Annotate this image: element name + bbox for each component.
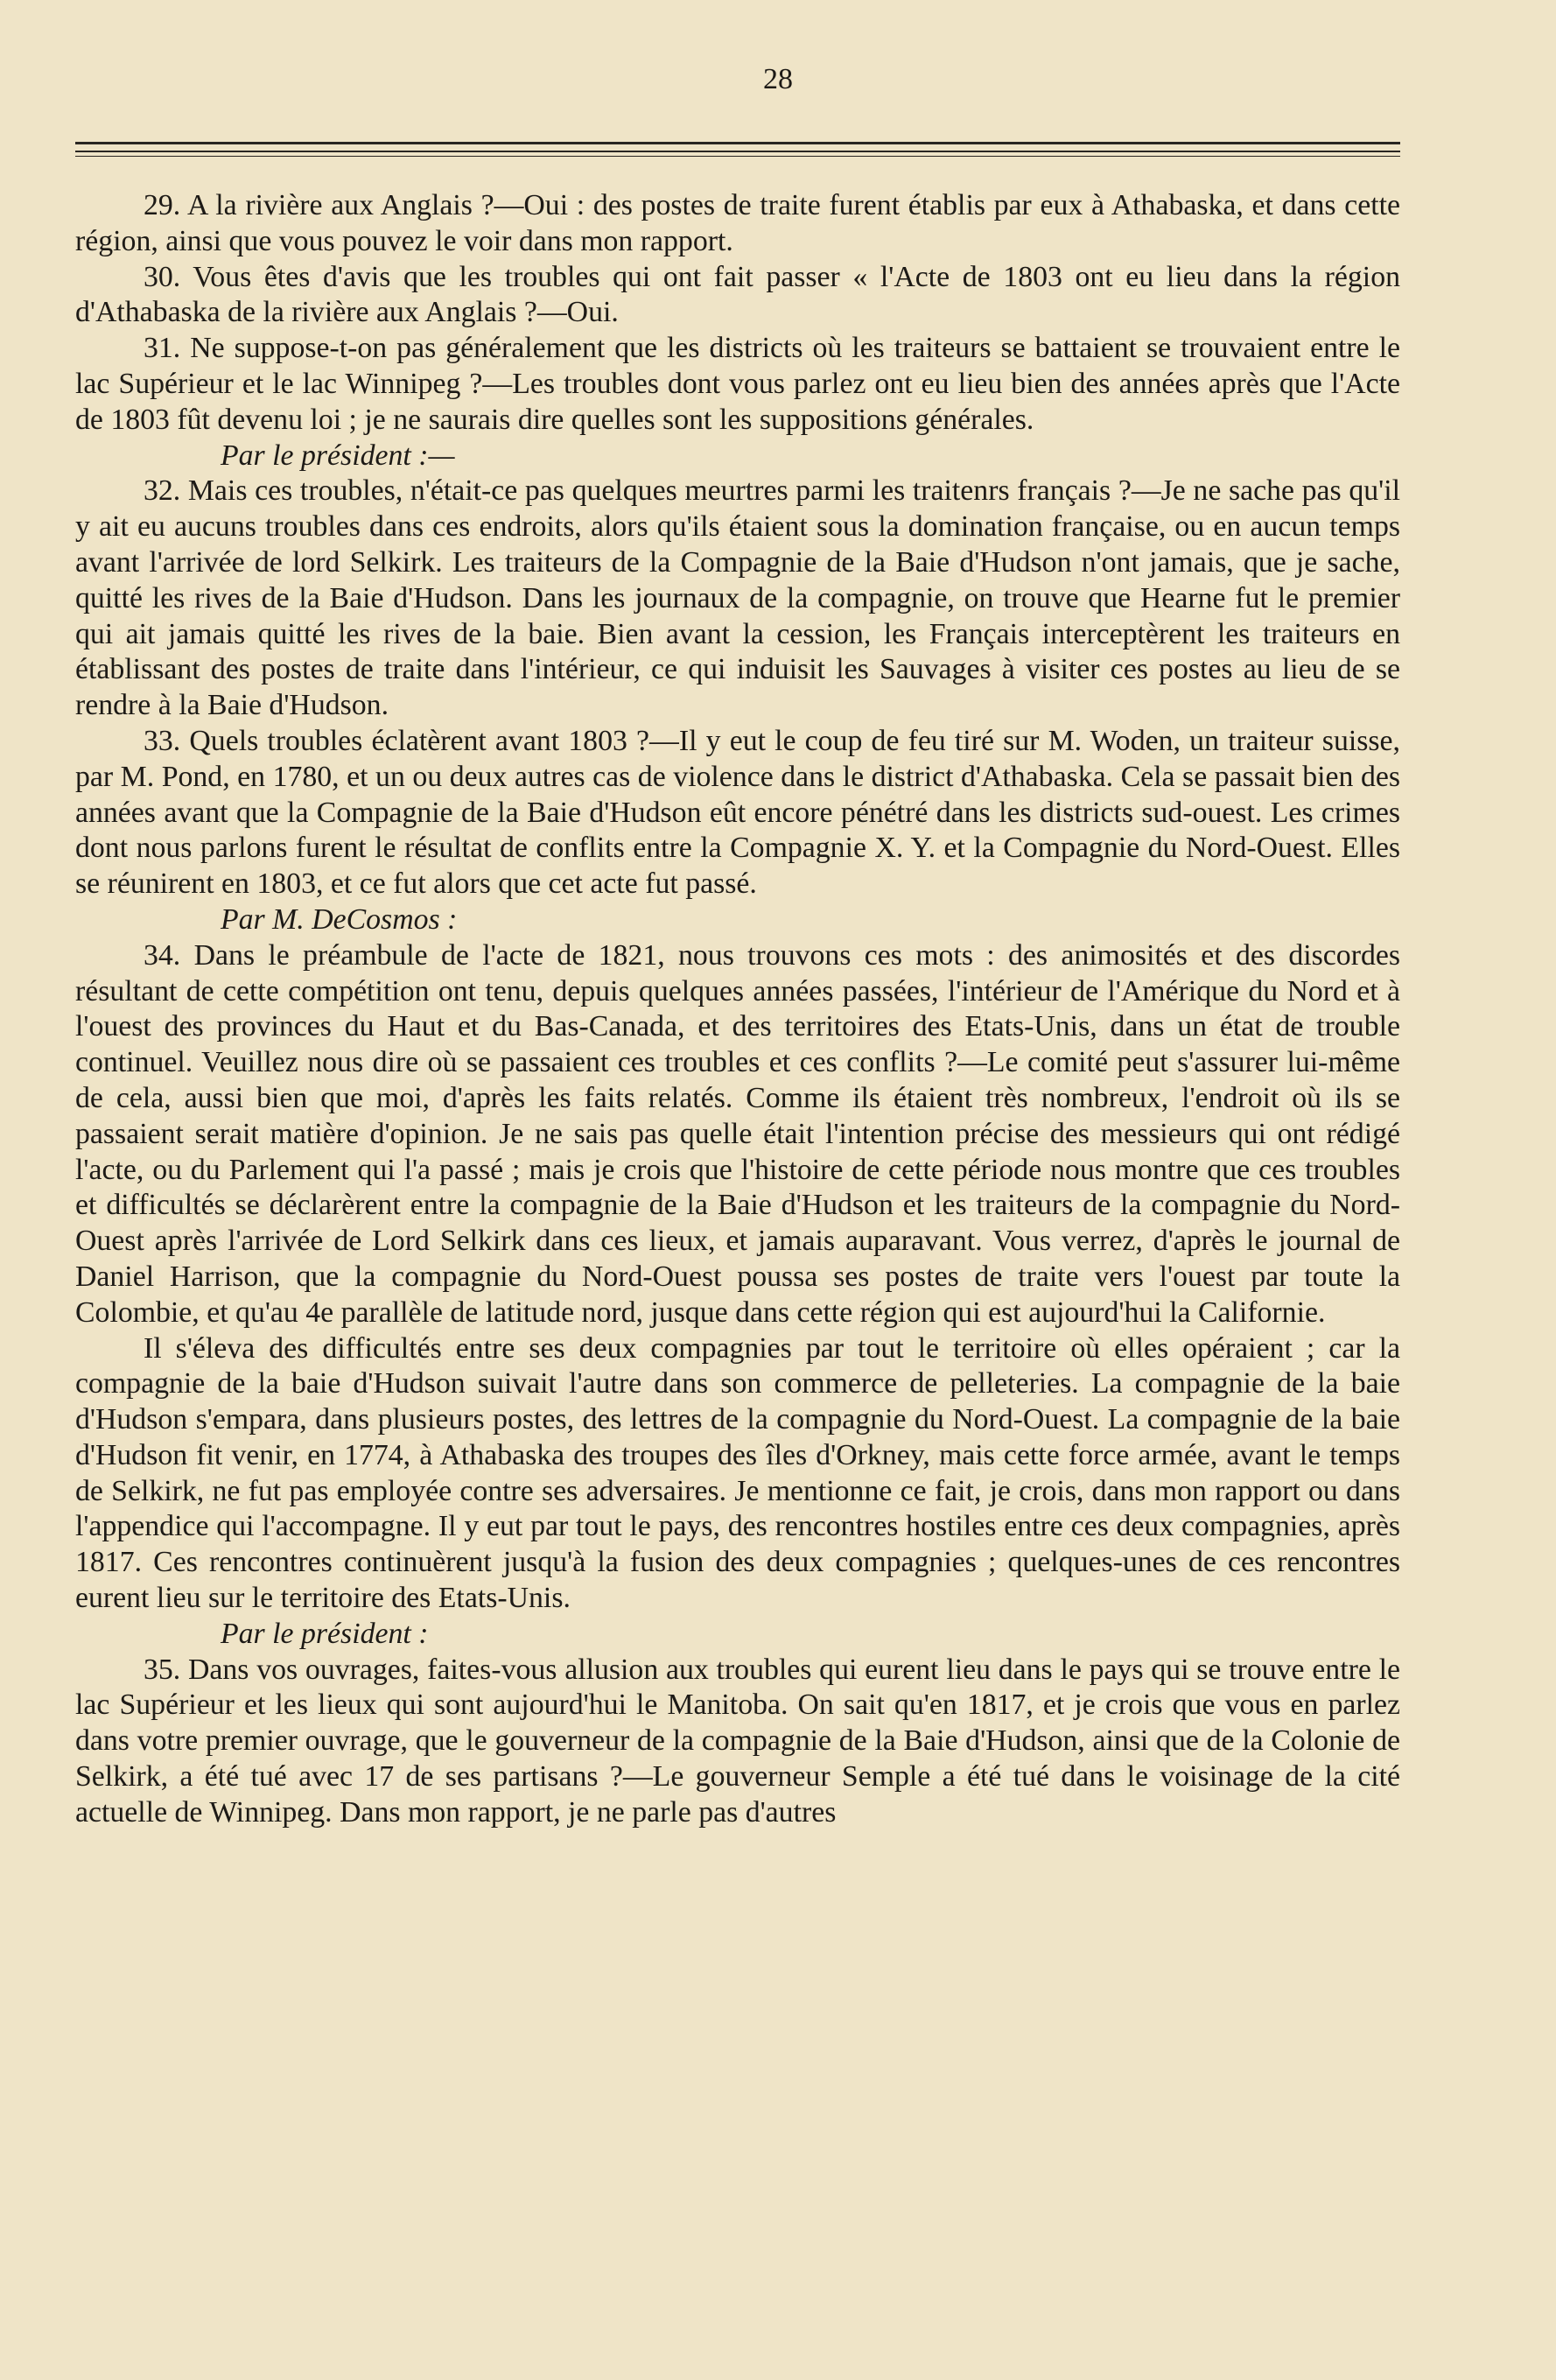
question-paragraph: 30. Vous êtes d'avis que les troubles qui ont fait passer « l'Acte de 1803 ont eu lieu dans la région d'Athabaska de la rivière aux Anglais ?—Oui. [75, 260, 1400, 329]
speaker-heading: Par le président :— [221, 439, 455, 472]
header-rule [75, 151, 1400, 152]
question-paragraph: 31. Ne suppose-t-on pas généralement que les districts où les traiteurs se battaient se trouvaient entre le lac Supérieur et le lac Winnipeg ?—Les troubles dont vous parlez ont eu lieu bien des années après que l'Acte de 1803 fût devenu loi ; je ne saurais dire quelles sont les suppositions générales. [75, 332, 1400, 436]
question-paragraph: 29. A la rivière aux Anglais ?—Oui : des postes de traite furent établis par eux à Athabaska, et dans cette région, ainsi que vous pouvez le voir dans mon rapport. [75, 189, 1400, 257]
header-rule [75, 156, 1400, 157]
body-text [75, 188, 1400, 1831]
speaker-heading: Par M. DeCosmos : [221, 902, 458, 936]
question-paragraph: 34. Dans le préambule de l'acte de 1821, nous trouvons ces mots : des animosités et des discordes résultant de cette compétition ont tenu, depuis quelques années passées, l'intérieur de l'Amérique du Nord et à l'ouest des provinces du Haut et du Bas-Canada, et des territoires des Etats-Unis, dans un état de trouble continuel. Veuillez nous dire où se passaient ces troubles et ces conflits ?—Le comité peut s'assurer lui-même de cela, aussi bien que moi, d'après les faits relatés. Comme ils étaient très nombreux, l'endroit où ils se passaient serait matière d'opinion. Je ne sais pas quelle était l'intention précise des messieurs qui ont rédigé l'acte, ou du Parlement qui l'a passé ; mais je crois que l'histoire de cette période nous montre que ces troubles et difficultés se déclarèrent entre la compagnie de la Baie d'Hudson et les traiteurs de la compagnie du Nord-Ouest après l'arrivée de Lord Selkirk dans ces lieux, et jamais auparavant. Vous verrez, d'après le journal de Daniel Harrison, que la compagnie du Nord-Ouest poussa ses postes de traite vers l'ouest par toute la Colombie, et qu'au 4e parallèle de latitude nord, jusque dans cette région qui est aujourd'hui la Californie. [75, 938, 1400, 1329]
answer-paragraph: Il s'éleva des difficultés entre ses deux compagnies par tout le territoire où elles opéraient ; car la compagnie de la baie d'Hudson suivait l'autre dans son commerce de pelleteries. La compagnie de la baie d'Hudson s'empara, dans plusieurs postes, des lettres de la compagnie du Nord-Ouest. La compagnie de la baie d'Hudson fit venir, en 1774, à Athabaska des troupes des îles d'Orkney, mais cette force armée, avant le temps de Selkirk, ne fut pas employée contre ses adversaires. Je mentionne ce fait, je crois, dans mon rapport ou dans l'appendice qui l'accompagne. Il y eut par tout le pays, des rencontres hostiles entre ces deux compagnies, après 1817. Ces rencontres continuèrent jusqu'à la fusion des deux compagnies ; quelques-unes de ces rencontres eurent lieu sur le territoire des Etats-Unis. [75, 1331, 1400, 1615]
page-number: 28 [763, 63, 793, 95]
question-paragraph: 35. Dans vos ouvrages, faites-vous allusion aux troubles qui eurent lieu dans le pays qui se trouve entre le lac Supérieur et les lieux qui sont aujourd'hui le Manitoba. On sait qu'en 1817, et je crois que vous en parlez dans votre premier ouvrage, que le gouverneur de la compagnie de la Baie d'Hudson, ainsi que de la Colonie de Selkirk, a été tué avec 17 de ses partisans ?—Le gouverneur Semple a été tué dans le voisinage de la cité actuelle de Winnipeg. Dans mon rapport, je ne parle pas d'autres [75, 1653, 1400, 1829]
header-rule [75, 142, 1400, 144]
speaker-heading: Par le président : [221, 1617, 429, 1650]
question-paragraph: 32. Mais ces troubles, n'était-ce pas quelques meurtres parmi les traitenrs français ?—Je ne sache pas qu'il y ait eu aucuns troubles dans ces endroits, alors qu'ils étaient sous la domination française, ou en aucun temps avant l'arrivée de lord Selkirk. Les traiteurs de la Compagnie de la Baie d'Hudson n'ont jamais, que je sache, quitté les rives de la Baie d'Hudson. Dans les journaux de la compagnie, on trouve que Hearne fut le premier qui ait jamais quitté les rives de la baie. Bien avant la cession, les Français interceptèrent les traiteurs en établissant des postes de traite dans l'intérieur, ce qui induisit les Sauvages à visiter ces postes au lieu de se rendre à la Baie d'Hudson. [75, 474, 1400, 722]
question-paragraph: 33. Quels troubles éclatèrent avant 1803 ?—Il y eut le coup de feu tiré sur M. Woden, un traiteur suisse, par M. Pond, en 1780, et un ou deux autres cas de violence dans le district d'Athabaska. Cela se passait bien des années avant que la Compagnie de la Baie d'Hudson eût encore pénétré dans les districts sud-ouest. Les crimes dont nous parlons furent le résultat de conflits entre la Compagnie X. Y. et la Compagnie du Nord-Ouest. Elles se réunirent en 1803, et ce fut alors que cet acte fut passé. [75, 724, 1400, 901]
